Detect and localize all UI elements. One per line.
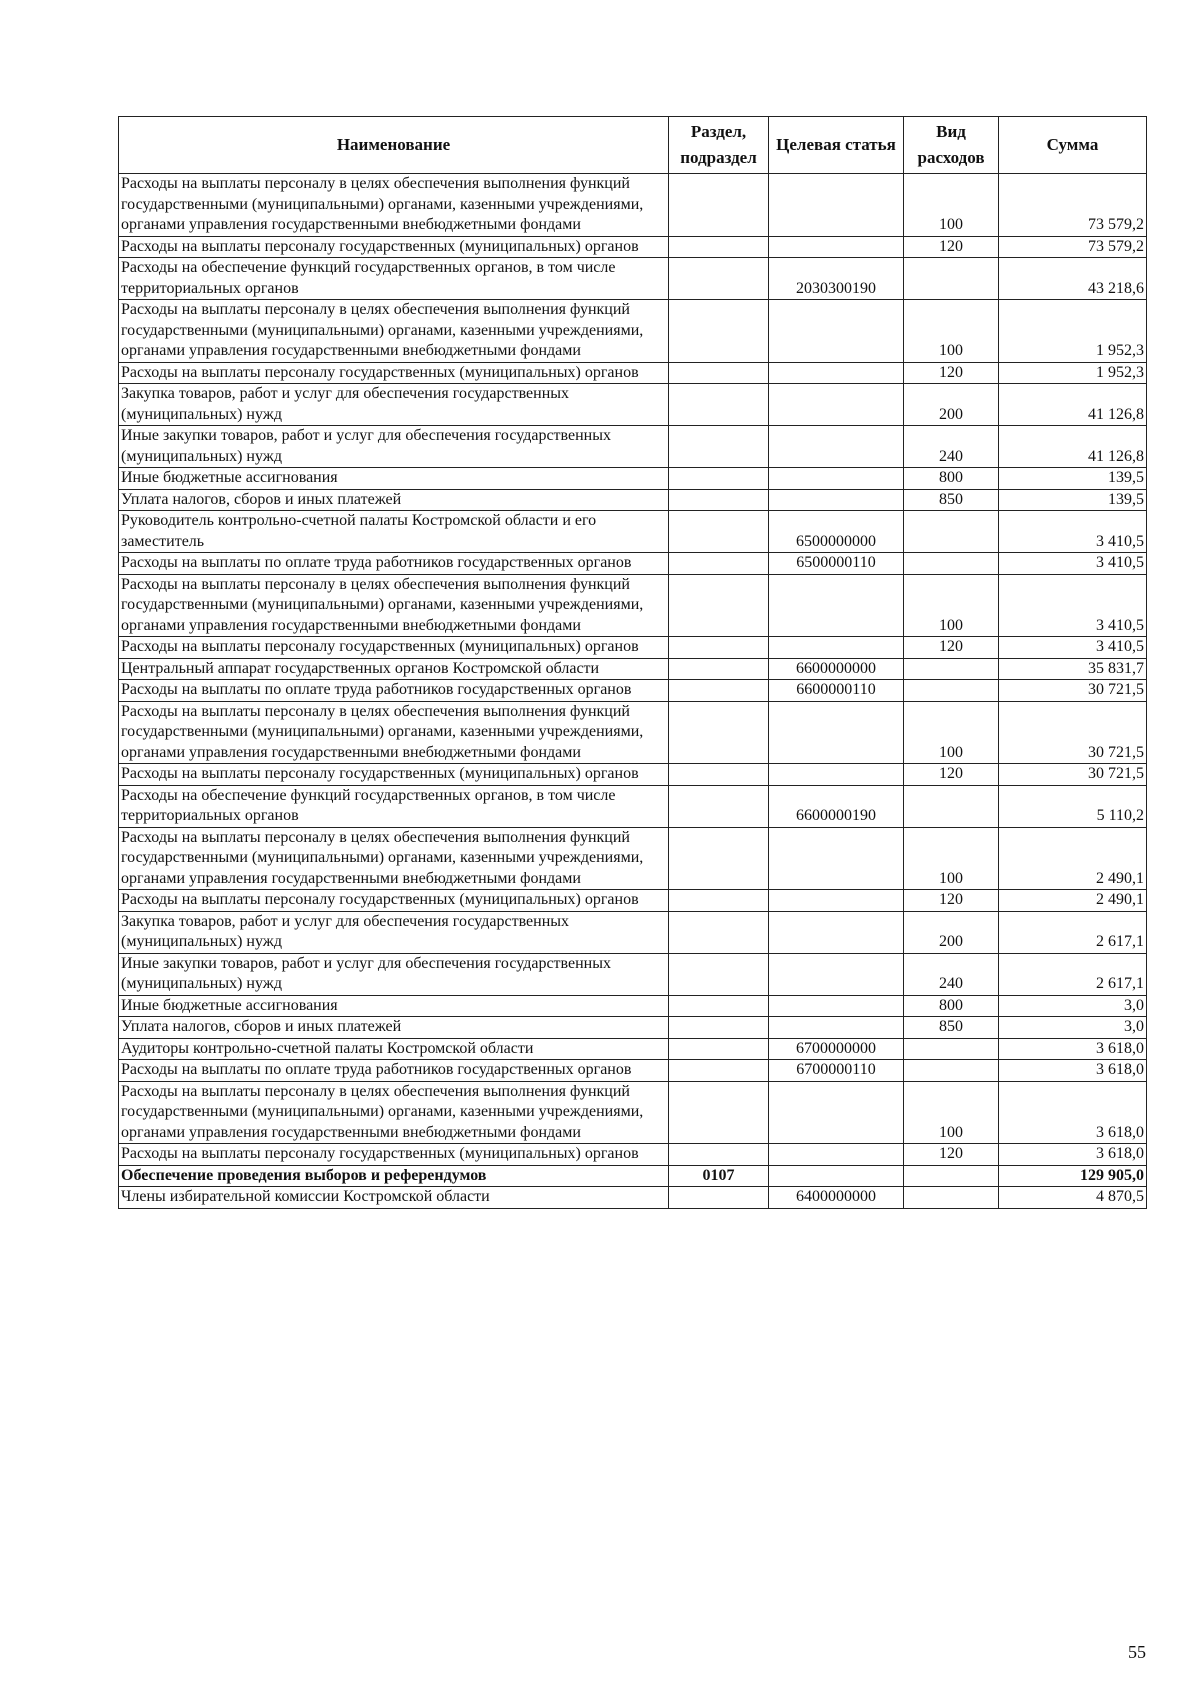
cell-section	[669, 1017, 769, 1039]
cell-type: 120	[904, 236, 999, 258]
cell-section	[669, 174, 769, 237]
cell-section	[669, 489, 769, 511]
page-number: 55	[1128, 1642, 1146, 1662]
cell-section	[669, 953, 769, 995]
table-row	[119, 236, 1147, 258]
cell-name: Расходы на выплаты персоналу государственных (муниципальных) органов	[119, 890, 669, 912]
cell-target: 6500000110	[769, 553, 904, 575]
cell-name: Расходы на обеспечение функций государственных органов, в том числе территориальных органов	[119, 258, 669, 300]
header-row	[119, 117, 1147, 174]
table-row	[119, 574, 1147, 637]
cell-type: 100	[904, 1081, 999, 1144]
cell-sum: 3 618,0	[999, 1144, 1147, 1166]
cell-target	[769, 827, 904, 890]
table-row	[119, 300, 1147, 363]
cell-section	[669, 574, 769, 637]
cell-type	[904, 553, 999, 575]
cell-type	[904, 1187, 999, 1209]
cell-section	[669, 426, 769, 468]
cell-type: 120	[904, 637, 999, 659]
cell-target	[769, 174, 904, 237]
table-row	[119, 1187, 1147, 1209]
cell-type	[904, 1060, 999, 1082]
cell-name: Расходы на выплаты персоналу в целях обеспечения выполнения функций государственными (муниципальными) органами, казенными учреждениями, органами управления государственными внебюджетными фондами	[119, 174, 669, 237]
cell-target	[769, 468, 904, 490]
cell-name: Члены избирательной комиссии Костромской области	[119, 1187, 669, 1209]
cell-section	[669, 468, 769, 490]
cell-sum: 3 410,5	[999, 511, 1147, 553]
cell-sum: 1 952,3	[999, 300, 1147, 363]
cell-target: 6400000000	[769, 1187, 904, 1209]
cell-sum: 3 618,0	[999, 1081, 1147, 1144]
cell-name: Расходы на выплаты персоналу в целях обеспечения выполнения функций государственными (муниципальными) органами, казенными учреждениями, органами управления государственными внебюджетными фондами	[119, 1081, 669, 1144]
cell-sum: 5 110,2	[999, 785, 1147, 827]
cell-sum: 4 870,5	[999, 1187, 1147, 1209]
header-sum: Сумма	[999, 117, 1147, 174]
cell-section	[669, 1060, 769, 1082]
cell-type: 100	[904, 701, 999, 764]
cell-sum: 43 218,6	[999, 258, 1147, 300]
cell-section	[669, 995, 769, 1017]
cell-section	[669, 511, 769, 553]
cell-type: 800	[904, 468, 999, 490]
table-row	[119, 701, 1147, 764]
cell-sum: 2 490,1	[999, 827, 1147, 890]
cell-sum: 1 952,3	[999, 362, 1147, 384]
cell-type: 850	[904, 1017, 999, 1039]
cell-section	[669, 680, 769, 702]
cell-target	[769, 236, 904, 258]
cell-target: 6700000110	[769, 1060, 904, 1082]
cell-sum: 41 126,8	[999, 384, 1147, 426]
cell-section	[669, 258, 769, 300]
cell-section	[669, 300, 769, 363]
cell-section: 0107	[669, 1165, 769, 1187]
cell-name: Иные закупки товаров, работ и услуг для обеспечения государственных (муниципальных) нужд	[119, 953, 669, 995]
cell-sum: 3 410,5	[999, 637, 1147, 659]
table-row	[119, 1060, 1147, 1082]
cell-target	[769, 1081, 904, 1144]
cell-target: 6700000000	[769, 1038, 904, 1060]
cell-name: Уплата налогов, сборов и иных платежей	[119, 1017, 669, 1039]
cell-sum: 3 618,0	[999, 1038, 1147, 1060]
cell-name: Иные закупки товаров, работ и услуг для обеспечения государственных (муниципальных) нужд	[119, 426, 669, 468]
table-row	[119, 1165, 1147, 1187]
cell-name: Расходы на обеспечение функций государственных органов, в том числе территориальных органов	[119, 785, 669, 827]
cell-target	[769, 384, 904, 426]
cell-name: Расходы на выплаты персоналу в целях обеспечения выполнения функций государственными (муниципальными) органами, казенными учреждениями, органами управления государственными внебюджетными фондами	[119, 574, 669, 637]
cell-target: 6600000190	[769, 785, 904, 827]
cell-target	[769, 637, 904, 659]
cell-sum: 129 905,0	[999, 1165, 1147, 1187]
cell-sum: 2 490,1	[999, 890, 1147, 912]
cell-name: Расходы на выплаты по оплате труда работников государственных органов	[119, 553, 669, 575]
cell-target: 6600000110	[769, 680, 904, 702]
cell-name: Аудиторы контрольно-счетной палаты Костромской области	[119, 1038, 669, 1060]
cell-name: Расходы на выплаты персоналу в целях обеспечения выполнения функций государственными (муниципальными) органами, казенными учреждениями, органами управления государственными внебюджетными фондами	[119, 300, 669, 363]
cell-sum: 30 721,5	[999, 680, 1147, 702]
table-row	[119, 426, 1147, 468]
budget-table	[118, 116, 1147, 1209]
cell-target	[769, 489, 904, 511]
table-row	[119, 489, 1147, 511]
cell-section	[669, 1081, 769, 1144]
table-row	[119, 995, 1147, 1017]
cell-target: 2030300190	[769, 258, 904, 300]
table-row	[119, 553, 1147, 575]
cell-section	[669, 553, 769, 575]
cell-section	[669, 362, 769, 384]
cell-section	[669, 658, 769, 680]
cell-type: 100	[904, 827, 999, 890]
cell-name: Руководитель контрольно-счетной палаты Костромской области и его заместитель	[119, 511, 669, 553]
cell-name: Расходы на выплаты персоналу государственных (муниципальных) органов	[119, 362, 669, 384]
cell-section	[669, 827, 769, 890]
cell-type: 120	[904, 362, 999, 384]
cell-type	[904, 258, 999, 300]
cell-name: Расходы на выплаты по оплате труда работников государственных органов	[119, 1060, 669, 1082]
cell-section	[669, 764, 769, 786]
cell-section	[669, 384, 769, 426]
table-row	[119, 764, 1147, 786]
table-row	[119, 637, 1147, 659]
cell-sum: 3 410,5	[999, 553, 1147, 575]
cell-name: Расходы на выплаты персоналу в целях обеспечения выполнения функций государственными (муниципальными) органами, казенными учреждениями, органами управления государственными внебюджетными фондами	[119, 701, 669, 764]
table-row	[119, 1144, 1147, 1166]
cell-type: 100	[904, 300, 999, 363]
header-name: Наименование	[119, 117, 669, 174]
cell-section	[669, 701, 769, 764]
cell-sum: 3,0	[999, 1017, 1147, 1039]
header-target: Целевая статья	[769, 117, 904, 174]
cell-name: Центральный аппарат государственных органов Костромской области	[119, 658, 669, 680]
cell-section	[669, 785, 769, 827]
cell-name: Расходы на выплаты по оплате труда работников государственных органов	[119, 680, 669, 702]
header-section: Раздел, подраздел	[669, 117, 769, 174]
cell-sum: 3 410,5	[999, 574, 1147, 637]
cell-section	[669, 1187, 769, 1209]
table-row	[119, 658, 1147, 680]
cell-type: 120	[904, 890, 999, 912]
cell-target	[769, 890, 904, 912]
cell-name: Иные бюджетные ассигнования	[119, 468, 669, 490]
table-row	[119, 953, 1147, 995]
cell-type: 100	[904, 174, 999, 237]
table-row	[119, 911, 1147, 953]
cell-type	[904, 680, 999, 702]
cell-name: Закупка товаров, работ и услуг для обеспечения государственных (муниципальных) нужд	[119, 911, 669, 953]
cell-target	[769, 362, 904, 384]
cell-type	[904, 658, 999, 680]
cell-type: 100	[904, 574, 999, 637]
cell-target: 6600000000	[769, 658, 904, 680]
cell-sum: 3 618,0	[999, 1060, 1147, 1082]
table-body	[119, 174, 1147, 1209]
table-row	[119, 1081, 1147, 1144]
cell-target	[769, 1017, 904, 1039]
cell-sum: 2 617,1	[999, 911, 1147, 953]
cell-target	[769, 300, 904, 363]
table-row	[119, 511, 1147, 553]
cell-sum: 30 721,5	[999, 701, 1147, 764]
table-row	[119, 362, 1147, 384]
cell-section	[669, 890, 769, 912]
cell-section	[669, 1144, 769, 1166]
cell-type	[904, 511, 999, 553]
cell-target	[769, 426, 904, 468]
cell-name: Закупка товаров, работ и услуг для обеспечения государственных (муниципальных) нужд	[119, 384, 669, 426]
cell-target	[769, 1144, 904, 1166]
cell-name: Расходы на выплаты персоналу государственных (муниципальных) органов	[119, 764, 669, 786]
cell-sum: 35 831,7	[999, 658, 1147, 680]
cell-section	[669, 911, 769, 953]
cell-type: 200	[904, 911, 999, 953]
cell-type: 240	[904, 953, 999, 995]
cell-type	[904, 1038, 999, 1060]
cell-section	[669, 637, 769, 659]
table-row	[119, 468, 1147, 490]
cell-target	[769, 701, 904, 764]
cell-type: 120	[904, 764, 999, 786]
table-row	[119, 785, 1147, 827]
cell-type	[904, 1165, 999, 1187]
cell-sum: 139,5	[999, 489, 1147, 511]
table-row	[119, 827, 1147, 890]
cell-section	[669, 236, 769, 258]
cell-target	[769, 953, 904, 995]
cell-target: 6500000000	[769, 511, 904, 553]
cell-target	[769, 1165, 904, 1187]
cell-type: 800	[904, 995, 999, 1017]
table-row	[119, 258, 1147, 300]
table-row	[119, 384, 1147, 426]
cell-name: Расходы на выплаты персоналу государственных (муниципальных) органов	[119, 637, 669, 659]
cell-target	[769, 764, 904, 786]
cell-sum: 73 579,2	[999, 174, 1147, 237]
cell-type: 120	[904, 1144, 999, 1166]
cell-name: Обеспечение проведения выборов и референдумов	[119, 1165, 669, 1187]
table-row	[119, 890, 1147, 912]
cell-target	[769, 911, 904, 953]
cell-sum: 41 126,8	[999, 426, 1147, 468]
cell-sum: 2 617,1	[999, 953, 1147, 995]
cell-name: Уплата налогов, сборов и иных платежей	[119, 489, 669, 511]
cell-sum: 30 721,5	[999, 764, 1147, 786]
cell-sum: 3,0	[999, 995, 1147, 1017]
header-type: Вид расходов	[904, 117, 999, 174]
table-row	[119, 680, 1147, 702]
cell-type	[904, 785, 999, 827]
table-row	[119, 174, 1147, 237]
cell-type: 850	[904, 489, 999, 511]
cell-target	[769, 995, 904, 1017]
cell-name: Расходы на выплаты персоналу государственных (муниципальных) органов	[119, 1144, 669, 1166]
table-row	[119, 1038, 1147, 1060]
cell-name: Расходы на выплаты персоналу государственных (муниципальных) органов	[119, 236, 669, 258]
cell-sum: 139,5	[999, 468, 1147, 490]
table-row	[119, 1017, 1147, 1039]
cell-name: Иные бюджетные ассигнования	[119, 995, 669, 1017]
cell-section	[669, 1038, 769, 1060]
cell-target	[769, 574, 904, 637]
cell-sum: 73 579,2	[999, 236, 1147, 258]
cell-name: Расходы на выплаты персоналу в целях обеспечения выполнения функций государственными (муниципальными) органами, казенными учреждениями, органами управления государственными внебюджетными фондами	[119, 827, 669, 890]
cell-type: 200	[904, 384, 999, 426]
cell-type: 240	[904, 426, 999, 468]
